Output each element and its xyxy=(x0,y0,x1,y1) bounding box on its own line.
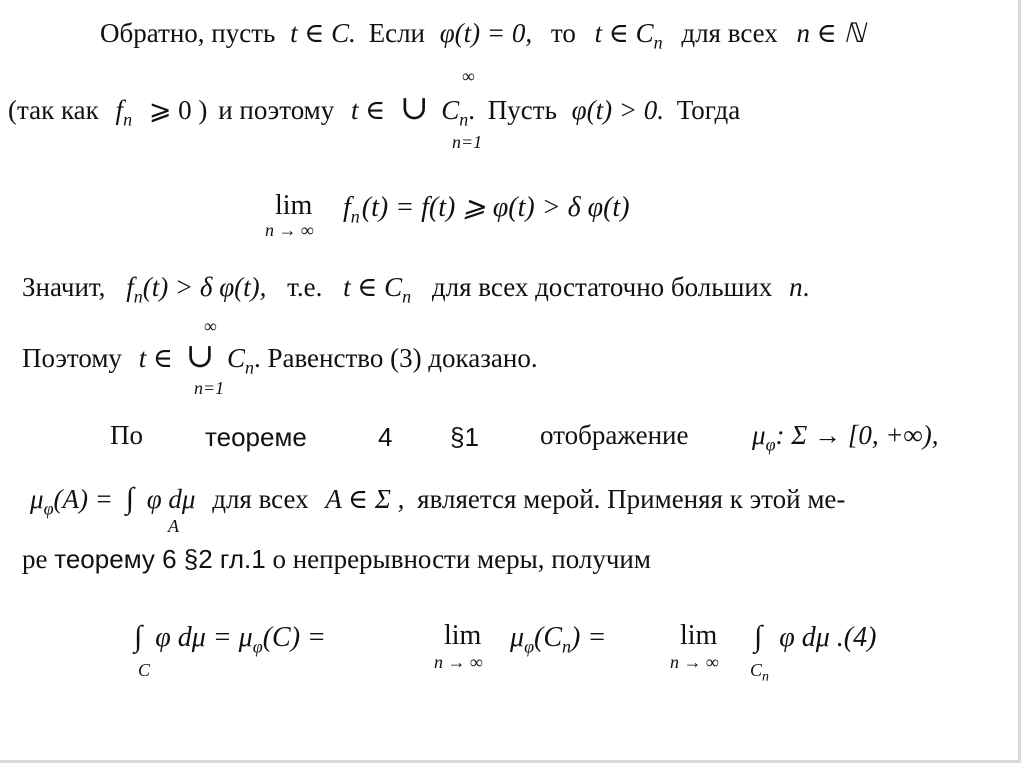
text: . xyxy=(802,272,810,302)
text: отображение xyxy=(540,420,689,450)
math-subscript: n xyxy=(653,32,663,53)
text: т.е. xyxy=(287,272,323,302)
integral-symbol: ∫ xyxy=(754,620,763,653)
math-subscript: n xyxy=(762,669,770,685)
lim-subscript: n → ∞ xyxy=(670,652,719,672)
text: о непрерывности меры, получим xyxy=(272,544,651,574)
math-expr: φ(t) = 0, xyxy=(439,18,533,48)
union-symbol: ∪ xyxy=(185,338,215,375)
math-var: f xyxy=(115,95,124,125)
math-expr: n ∈ ℕ xyxy=(796,18,866,48)
math-var: f xyxy=(343,192,351,223)
math-expr: (C) = xyxy=(262,622,326,653)
union-symbol: ∪ xyxy=(400,90,429,127)
math-expr: ⩾ 0 ) xyxy=(148,95,208,125)
text: и поэтому xyxy=(218,95,335,125)
union-superscript: ∞ xyxy=(204,316,217,336)
math-expr: φ dμ = μ xyxy=(155,622,253,653)
math-subscript: φ xyxy=(43,498,54,519)
integral-subscript-cn xyxy=(750,660,769,686)
math-expr: t ∈ C xyxy=(343,272,403,302)
text: теореме xyxy=(205,422,307,452)
paragraph-4 xyxy=(22,340,538,378)
paragraph-3 xyxy=(22,272,809,307)
text: Значит, xyxy=(22,272,106,302)
union-subscript: n=1 xyxy=(452,132,483,152)
text: Если xyxy=(368,18,425,48)
paragraph-7 xyxy=(22,544,651,575)
text: . xyxy=(468,95,476,125)
math-var: C xyxy=(441,95,460,125)
math-var: C xyxy=(226,343,245,373)
math-var: n xyxy=(789,272,803,302)
math-subscript: φ xyxy=(765,434,776,455)
math-var: f xyxy=(126,272,134,302)
math-subscript: n xyxy=(402,286,412,307)
paragraph-1 xyxy=(100,18,865,53)
integral-symbol: ∫ xyxy=(125,482,134,515)
integral-symbol: ∫ xyxy=(134,620,143,653)
math-subscript: n xyxy=(350,206,360,227)
math-expr: (t) = f(t) ⩾ φ(t) > δ φ(t) xyxy=(361,192,630,223)
math-expr: φ dμ .(4) xyxy=(779,622,877,653)
union-superscript: ∞ xyxy=(462,66,475,86)
math-expr: (A) = xyxy=(53,484,113,514)
text: для всех xyxy=(212,484,309,514)
equation-2-right xyxy=(754,622,876,654)
lim-operator: lim xyxy=(275,190,313,221)
math-subscript: n xyxy=(244,357,254,378)
text: для всех xyxy=(681,18,778,48)
equation-1 xyxy=(343,190,630,228)
equation-2-mid xyxy=(510,622,606,658)
theorem-reference: теорему 6 §2 гл.1 xyxy=(54,544,266,574)
paragraph-6 xyxy=(30,484,845,519)
text: (так как xyxy=(8,95,99,125)
math-expr: ) = xyxy=(571,622,607,653)
math-expr: ∈ C. xyxy=(304,18,356,48)
integral-subscript: C xyxy=(138,660,151,680)
mapping-expr xyxy=(752,420,939,455)
text: Тогда xyxy=(676,95,741,125)
math-expr: (C xyxy=(534,622,563,653)
lim-operator: lim xyxy=(680,620,718,651)
text: 4 xyxy=(378,422,393,452)
text: Обратно, пусть xyxy=(100,18,276,48)
lim-subscript: n → ∞ xyxy=(434,652,483,672)
math-subscript: n xyxy=(123,109,133,130)
text: то xyxy=(550,18,576,48)
math-expr: t ∈ C xyxy=(594,18,654,48)
integral-subscript: A xyxy=(168,516,179,536)
math-subscript: n xyxy=(133,286,143,307)
math-expr: : Σ → [0, +∞), xyxy=(775,420,939,450)
text: . Равенство (3) доказано. xyxy=(253,343,538,373)
math-expr: A ∈ Σ , xyxy=(325,484,405,514)
math-expr: t ∈ xyxy=(138,343,173,373)
text: является мерой. Применяя к этой ме- xyxy=(417,484,846,514)
equation-2-left xyxy=(134,622,326,658)
paragraph-2 xyxy=(8,92,740,130)
math-expr: (t) > δ φ(t), xyxy=(142,272,267,302)
text: §1 xyxy=(450,422,479,452)
lim-operator: lim xyxy=(444,620,482,651)
math-subscript: n xyxy=(562,636,572,657)
math-expr: φ dμ xyxy=(146,484,196,514)
math-subscript: n xyxy=(459,109,469,130)
math-subscript: φ xyxy=(524,636,535,657)
text: Пусть xyxy=(487,95,557,125)
text: ре xyxy=(22,544,48,574)
math-var: μ xyxy=(510,622,525,653)
text: для всех достаточно больших xyxy=(431,272,773,302)
math-var: μ xyxy=(30,484,44,514)
text: По xyxy=(110,420,143,450)
math-var: μ xyxy=(752,420,766,450)
math-subscript: φ xyxy=(252,636,263,657)
text: Поэтому xyxy=(22,343,122,373)
math-expr: t ∈ xyxy=(351,95,386,125)
union-subscript: n=1 xyxy=(194,378,225,398)
math-expr: φ(t) > 0. xyxy=(571,95,665,125)
math-var: C xyxy=(750,660,763,680)
math-var: t xyxy=(290,18,298,48)
lim-subscript: n → ∞ xyxy=(265,220,314,240)
